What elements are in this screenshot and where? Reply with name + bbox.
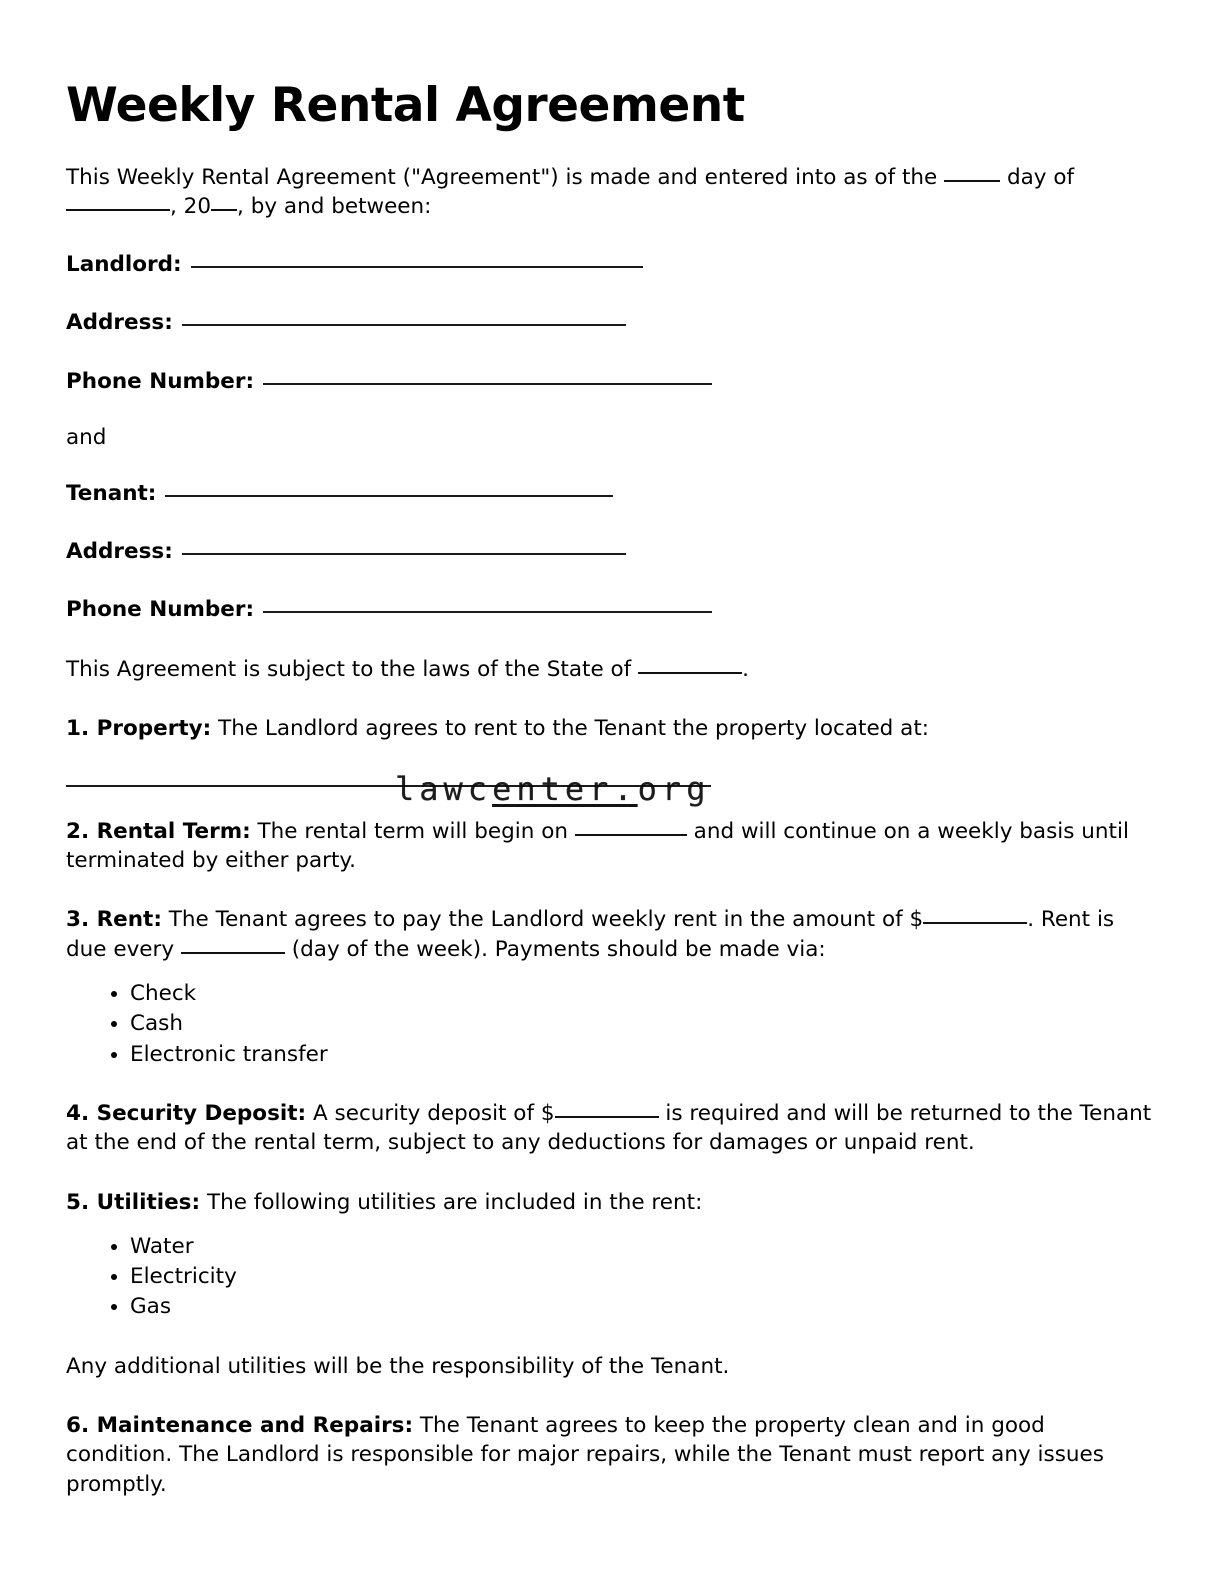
- field-tenant: [66, 479, 1169, 508]
- section-security-deposit-text-before: A security deposit of $: [312, 1101, 555, 1127]
- year-blank-field[interactable]: [211, 209, 237, 211]
- state-blank-field[interactable]: [638, 672, 742, 674]
- field-tenant-phone-input[interactable]: [263, 610, 712, 613]
- watermark-part-2: enter.: [492, 770, 638, 808]
- included-utilities-list: [66, 1233, 1169, 1322]
- field-landlord-label: Landlord:: [66, 252, 182, 278]
- list-item: • Gas: [130, 1293, 1169, 1321]
- field-landlord-address-input[interactable]: [182, 323, 626, 326]
- field-landlord-address-label: Address:: [66, 310, 173, 336]
- intro-year-prefix: , 20: [170, 193, 212, 219]
- section-property: [66, 714, 1156, 743]
- field-landlord-input[interactable]: [191, 265, 643, 268]
- field-landlord-phone: [66, 367, 1169, 396]
- section-utilities-heading: 5. Utilities:: [66, 1189, 201, 1215]
- list-item: • Cash: [130, 1010, 1169, 1038]
- section-maintenance-text: The Tenant agrees to keep the property clean and in good condition. The Landlord is responsible for major repairs, while the Tenant must report any issues promptly.: [66, 1413, 1104, 1497]
- governing-law-paragraph: [66, 655, 1156, 684]
- field-landlord-address: [66, 308, 1169, 337]
- rent-due-day-blank-field[interactable]: [181, 952, 285, 954]
- field-tenant-phone-label: Phone Number:: [66, 597, 255, 623]
- section-rent-text-before-amount: The Tenant agrees to pay the Landlord weekly rent in the amount of $: [168, 907, 924, 933]
- section-utilities: [66, 1188, 1156, 1217]
- section-rental-term-heading: 2. Rental Term:: [66, 818, 251, 844]
- section-security-deposit: [66, 1099, 1156, 1157]
- governing-law-text: This Agreement is subject to the laws of the State of: [66, 656, 632, 682]
- watermark-part-3: org: [637, 770, 711, 808]
- section-property-heading: 1. Property:: [66, 715, 212, 741]
- field-tenant-address-label: Address:: [66, 539, 173, 565]
- field-landlord-phone-label: Phone Number:: [66, 368, 255, 394]
- intro-paragraph: [66, 163, 1156, 221]
- intro-text-after-day: day of: [1006, 164, 1075, 190]
- section-security-deposit-text-after: is required and will be returned to the Tenant at the end of the rental term, subject to any deductions for damages or unpaid rent.: [66, 1101, 1152, 1156]
- field-tenant-input[interactable]: [165, 494, 613, 497]
- section-rental-term: [66, 817, 1156, 875]
- rent-amount-blank-field[interactable]: [923, 922, 1027, 924]
- section-utilities-text: The following utilities are included in the rent:: [206, 1189, 703, 1215]
- rental-term-start-date-blank-field[interactable]: [575, 834, 687, 836]
- field-tenant-phone: [66, 595, 1169, 624]
- property-address-blank-field[interactable]: [66, 784, 711, 787]
- watermark-part-1: lawc: [395, 770, 493, 808]
- list-item: • Electricity: [130, 1263, 1169, 1291]
- field-tenant-address-input[interactable]: [182, 552, 626, 555]
- list-item: • Electronic transfer: [130, 1041, 1169, 1069]
- list-item: • Check: [130, 980, 1169, 1008]
- list-item: • Water: [130, 1233, 1169, 1261]
- section-property-text: The Landlord agrees to rent to the Tenant the property located at:: [218, 715, 930, 741]
- intro-text-before-day: This Weekly Rental Agreement ("Agreement") is made and entered into as of the: [66, 164, 938, 190]
- page-title: Weekly Rental Agreement: [66, 78, 745, 133]
- section-security-deposit-heading: 4. Security Deposit:: [66, 1101, 307, 1127]
- section-rent-text-after-amount: . Rent is due every: [66, 907, 1115, 962]
- intro-text-after-year: , by and between:: [237, 193, 432, 219]
- conjunction-and: and: [66, 424, 107, 450]
- payment-methods-list: [66, 980, 1169, 1069]
- section-rental-term-text-after: and will continue on a weekly basis until terminated by either party.: [66, 818, 1129, 874]
- month-blank-field[interactable]: [66, 209, 170, 211]
- field-tenant-address: [66, 537, 1169, 566]
- field-landlord: [66, 250, 1169, 279]
- section-maintenance-heading: 6. Maintenance and Repairs:: [66, 1413, 414, 1439]
- governing-law-period: .: [742, 656, 749, 682]
- section-maintenance: [66, 1411, 1156, 1499]
- additional-utilities-note: Any additional utilities will be the responsibility of the Tenant.: [66, 1353, 730, 1379]
- security-deposit-amount-blank-field[interactable]: [555, 1116, 659, 1118]
- field-landlord-phone-input[interactable]: [263, 382, 712, 385]
- section-rent-text-after-day: (day of the week). Payments should be made via:: [291, 936, 826, 962]
- section-rent-heading: 3. Rent:: [66, 907, 162, 933]
- day-blank-field[interactable]: [944, 180, 1000, 182]
- section-rent: [66, 905, 1156, 963]
- section-rental-term-text-before: The rental term will begin on: [257, 818, 568, 844]
- watermark-lawcenter-org: [395, 770, 710, 808]
- field-tenant-label: Tenant:: [66, 480, 157, 506]
